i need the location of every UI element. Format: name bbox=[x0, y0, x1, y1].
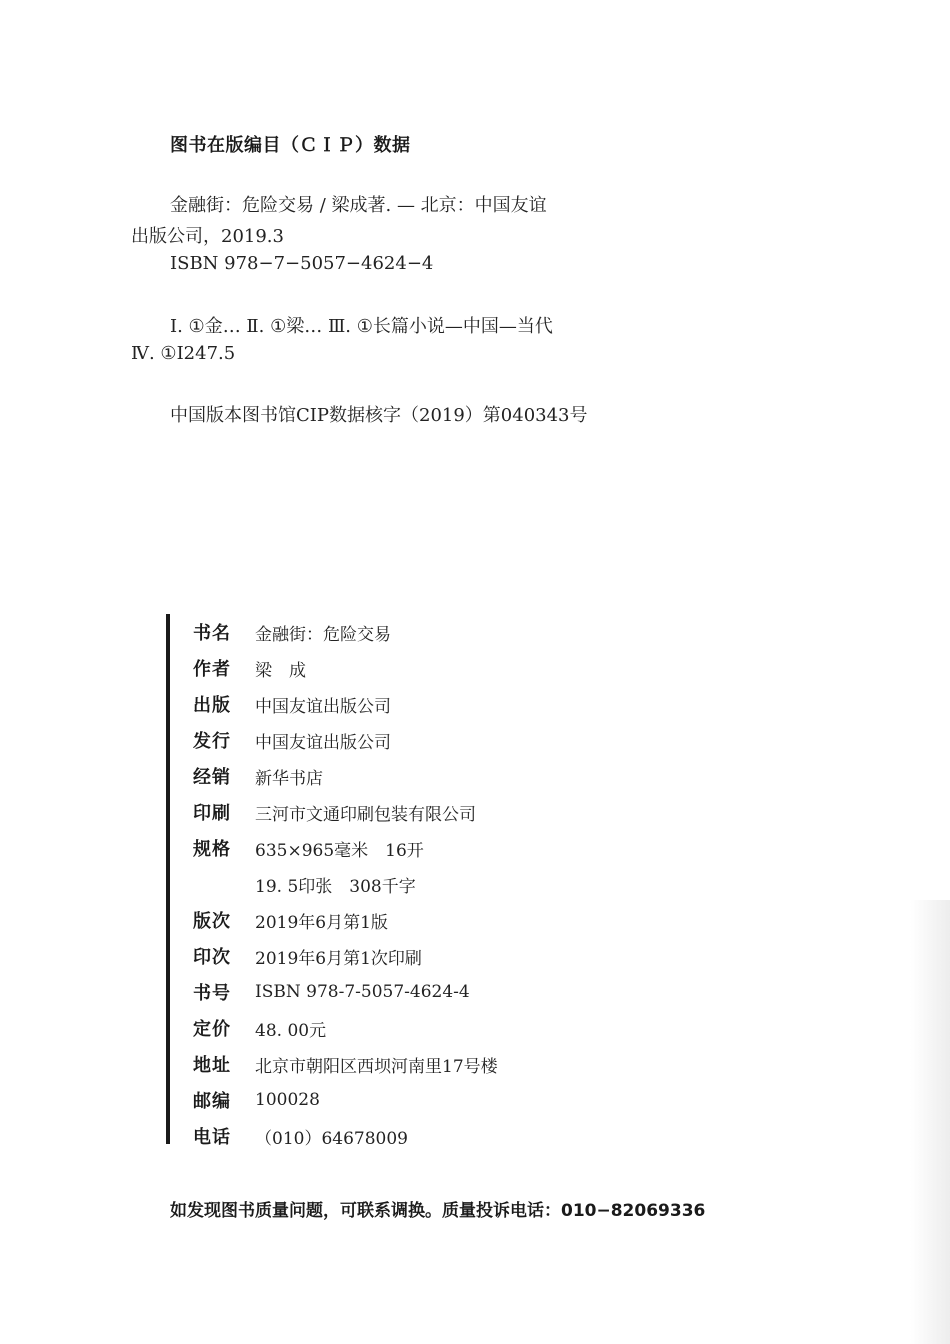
cip-line-verification: 中国版本图书馆CIP数据核字（2019）第040343号 bbox=[170, 405, 588, 426]
book-info-block bbox=[166, 614, 690, 1149]
info-label: 邮编 bbox=[193, 1091, 231, 1112]
info-row-postcode bbox=[193, 1082, 320, 1118]
info-row-edition bbox=[193, 902, 388, 938]
quality-complaint-notice: 如发现图书质量问题，可联系调换。质量投诉电话：010−82069336 bbox=[170, 1201, 706, 1221]
info-label: 地址 bbox=[193, 1055, 231, 1076]
info-value: 梁 成 bbox=[255, 660, 306, 681]
info-label: 电话 bbox=[193, 1127, 231, 1148]
info-label: 版次 bbox=[193, 911, 231, 932]
info-value: 北京市朝阳区西坝河南里17号楼 bbox=[255, 1056, 498, 1077]
info-label: 出版 bbox=[193, 695, 231, 716]
info-row-seller bbox=[193, 758, 323, 794]
cip-line-publisher-date: 出版公司，2019.3 bbox=[131, 226, 284, 247]
info-row-title bbox=[193, 614, 391, 650]
info-row-price bbox=[193, 1010, 326, 1046]
info-label: 规格 bbox=[193, 839, 231, 860]
cip-title: 图书在版编目（ＣＩＰ）数据 bbox=[170, 135, 411, 156]
info-label: 书号 bbox=[193, 983, 231, 1004]
scan-edge-shadow bbox=[910, 900, 950, 1344]
info-label: 印次 bbox=[193, 947, 231, 968]
info-value: ISBN 978-7-5057-4624-4 bbox=[255, 982, 470, 1002]
info-row-printing bbox=[193, 938, 422, 974]
info-row-sheets bbox=[193, 866, 416, 902]
info-value: 635×965毫米 16开 bbox=[255, 840, 424, 861]
cip-line-isbn: ISBN 978−7−5057−4624−4 bbox=[170, 253, 434, 274]
info-value: 19. 5印张 308千字 bbox=[255, 876, 416, 897]
info-value: 48. 00元 bbox=[255, 1020, 327, 1041]
info-row-author bbox=[193, 650, 306, 686]
info-value: 100028 bbox=[255, 1090, 320, 1110]
info-value: （010）64678009 bbox=[255, 1128, 408, 1149]
cip-line-class-number: Ⅳ. ①I247.5 bbox=[131, 343, 236, 364]
info-label: 经销 bbox=[193, 767, 231, 788]
info-value: 2019年6月第1版 bbox=[255, 912, 388, 933]
info-row-phone bbox=[193, 1118, 408, 1154]
info-row-printer bbox=[193, 794, 476, 830]
info-row-address bbox=[193, 1046, 498, 1082]
info-value: 新华书店 bbox=[255, 768, 323, 789]
info-row-format bbox=[193, 830, 424, 866]
info-label: 定价 bbox=[193, 1019, 231, 1040]
info-row-publisher bbox=[193, 686, 391, 722]
info-label: 书名 bbox=[193, 623, 231, 644]
info-row-isbn bbox=[193, 974, 470, 1010]
info-row-distributor bbox=[193, 722, 391, 758]
cip-line-bibliographic: 金融街：危险交易 / 梁成著. — 北京：中国友谊 bbox=[170, 195, 547, 216]
info-value: 2019年6月第1次印刷 bbox=[255, 948, 422, 969]
info-label: 发行 bbox=[193, 731, 231, 752]
info-label: 印刷 bbox=[193, 803, 231, 824]
info-value: 中国友谊出版公司 bbox=[255, 732, 391, 753]
info-value: 金融街：危险交易 bbox=[255, 624, 391, 645]
cip-line-classification: Ⅰ. ①金… Ⅱ. ①梁… Ⅲ. ①长篇小说—中国—当代 bbox=[170, 316, 553, 337]
info-value: 三河市文通印刷包装有限公司 bbox=[255, 804, 476, 825]
info-label: 作者 bbox=[193, 659, 231, 680]
info-value: 中国友谊出版公司 bbox=[255, 696, 391, 717]
